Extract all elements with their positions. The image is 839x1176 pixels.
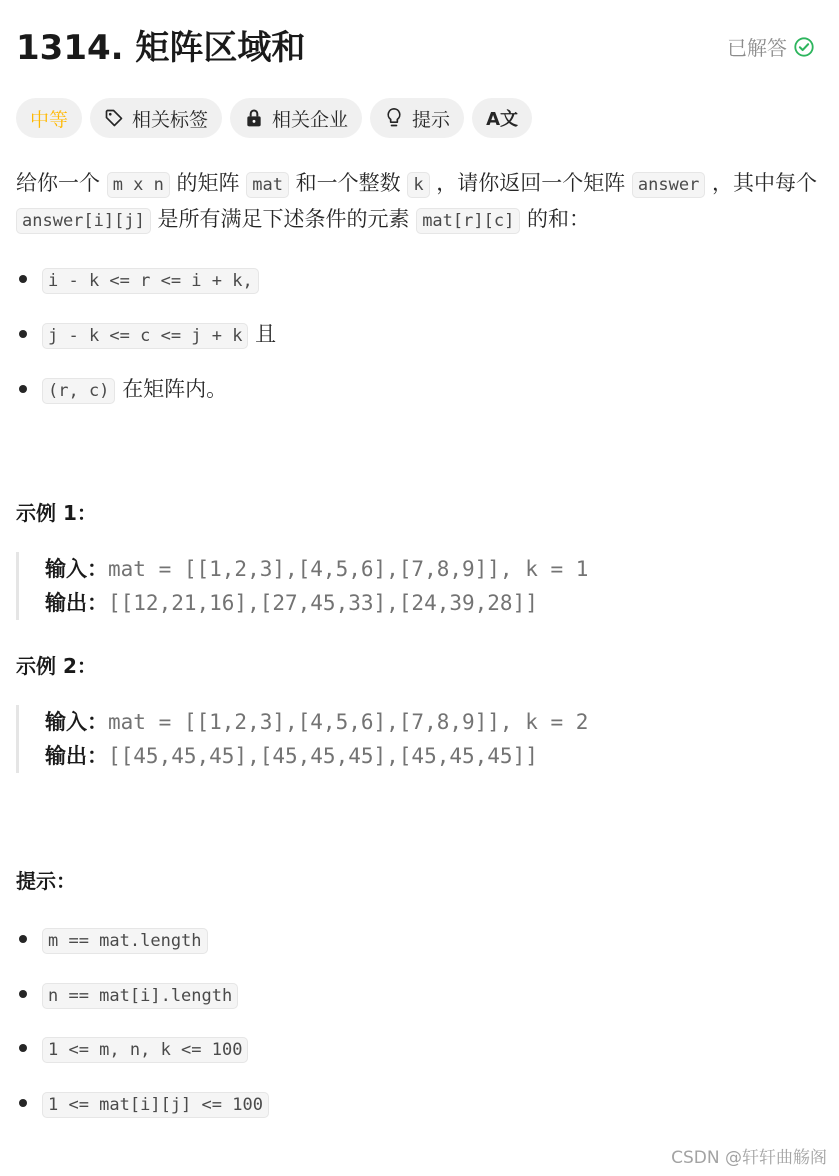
constraint-code: 1 <= m, n, k <= 100 [42,1037,248,1063]
title-row [16,24,823,72]
input-label: 输入： [45,557,108,581]
constraint-code: m == mat.length [42,928,208,954]
desc-code: answer [632,172,705,198]
condition-item [16,264,823,294]
solved-status [727,32,815,61]
example-2-output [45,739,796,773]
input-label: 输入： [45,710,108,734]
tag-icon [104,108,124,128]
condition-item [16,374,823,404]
lock-icon [244,108,264,128]
example-1-block [16,552,796,620]
desc-code: mat[r][c] [416,208,520,234]
translate-icon: A文 [486,109,518,130]
constraints-heading: 提示： [16,869,76,893]
tag-bar [16,98,532,138]
desc-text: 的矩阵 [169,171,247,195]
related-tags-label: 相关标签 [132,108,209,131]
condition-list [16,264,823,404]
constraint-list [16,924,823,1118]
problem-title[interactable]: 1314. 矩阵区域和 [16,28,306,68]
example-2-block [16,705,796,773]
difficulty-badge[interactable] [16,98,82,138]
condition-suffix: 且 [248,322,277,346]
desc-text: 和一个整数 [288,171,408,195]
constraint-item [16,1033,823,1063]
difficulty-label: 中等 [30,108,69,131]
constraint-item [16,979,823,1009]
check-circle-icon [793,36,815,58]
desc-code: k [407,172,429,198]
desc-code: m x n [107,172,170,198]
constraint-code: n == mat[i].length [42,983,238,1009]
hints-label: 提示 [412,108,451,131]
problem-description [16,166,823,238]
constraint-code: 1 <= mat[i][j] <= 100 [42,1092,269,1118]
desc-text: 给你一个 [16,171,107,195]
desc-text: ，请你返回一个矩阵 [429,171,632,195]
condition-code: (r, c) [42,378,115,404]
desc-text: ，其中每个 [705,171,818,195]
related-tags-button[interactable] [90,98,222,138]
example-1-output [45,586,796,620]
input-value: mat = [[1,2,3],[4,5,6],[7,8,9]], k = 1 [108,557,589,581]
constraint-item [16,1088,823,1118]
hints-button[interactable] [370,98,464,138]
output-value: [[45,45,45],[45,45,45],[45,45,45]] [108,744,538,768]
constraint-item [16,924,823,954]
desc-text: 是所有满足下述条件的元素 [150,207,417,231]
example-1-input [45,552,796,586]
lightbulb-icon [384,107,404,129]
translate-button[interactable] [472,98,532,138]
desc-text: 的和： [520,207,590,231]
output-value: [[12,21,16],[27,45,33],[24,39,28]] [108,591,538,615]
example-2-heading: 示例 2： [16,654,97,678]
example-1-heading: 示例 1： [16,501,97,525]
desc-code: mat [246,172,289,198]
condition-code: j - k <= c <= j + k [42,323,248,349]
watermark: CSDN @轩轩曲觞阁 [671,1148,827,1168]
output-label: 输出： [45,591,108,615]
related-companies-label: 相关企业 [272,108,349,131]
solved-label: 已解答 [727,36,787,60]
input-value: mat = [[1,2,3],[4,5,6],[7,8,9]], k = 2 [108,710,589,734]
condition-item [16,319,823,349]
condition-code: i - k <= r <= i + k, [42,268,259,294]
example-2-input [45,705,796,739]
desc-code: answer[i][j] [16,208,151,234]
output-label: 输出： [45,744,108,768]
condition-suffix: 在矩阵内。 [115,377,228,401]
related-companies-button[interactable] [230,98,362,138]
